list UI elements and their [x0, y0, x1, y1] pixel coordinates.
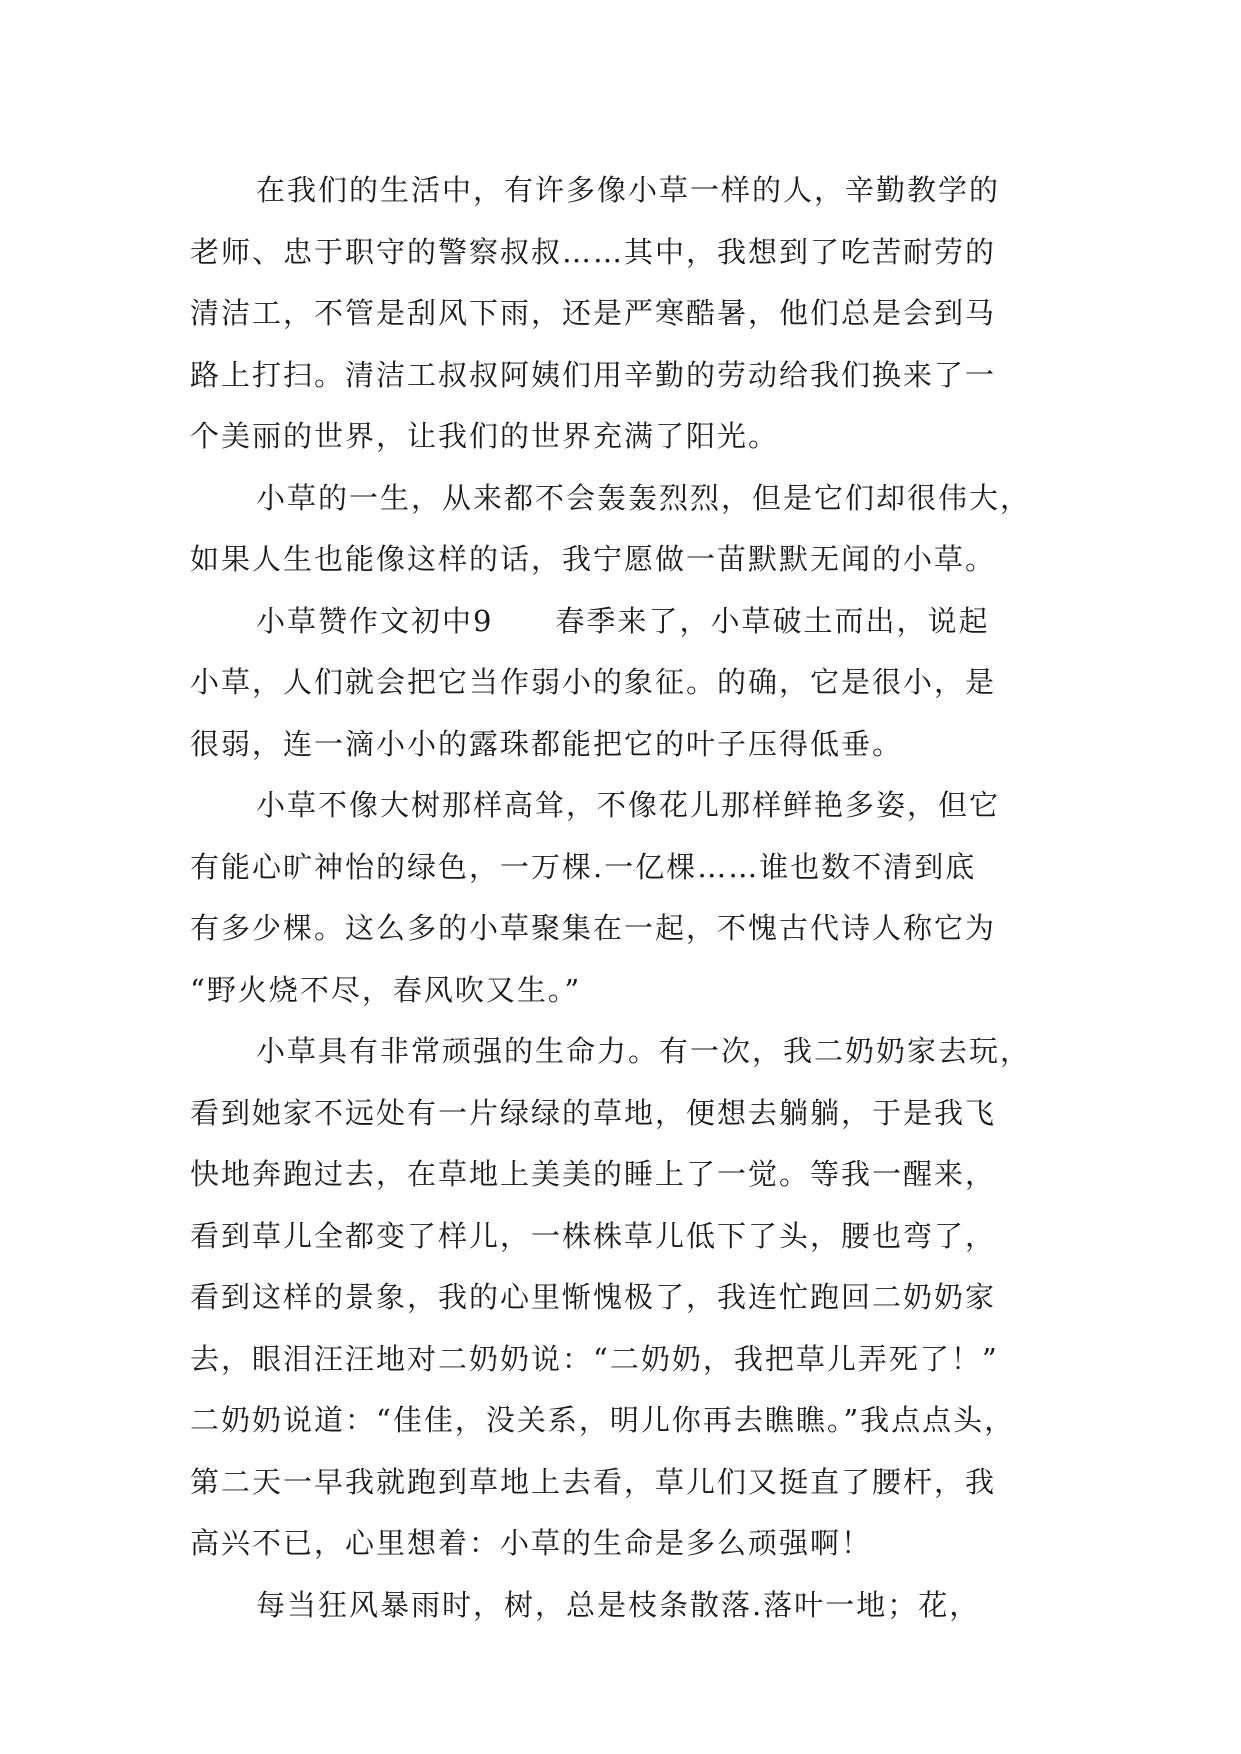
text-line: 看到这样的景象，我的心里惭愧极了，我连忙跑回二奶奶家: [190, 1280, 997, 1314]
text-line: 在我们的生活中，有许多像小草一样的人，辛勤教学的: [256, 173, 1001, 207]
text-line: 看到草儿全都变了样儿，一株株草儿低下了头，腰也弯了，: [190, 1218, 997, 1253]
text-line: 二奶奶说道：“佳佳，没关系，明儿你再去瞧瞧。”我点点头，: [190, 1403, 1016, 1437]
text-line: 第二天一早我就跑到草地上去看，草儿们又挺直了腰杆，我: [190, 1464, 997, 1499]
text-line: 看到她家不远处有一片绿绿的草地，便想去躺躺，于是我飞: [190, 1095, 997, 1130]
text-line: 小草的一生，从来都不会轰轰烈烈，但是它们却很伟大，: [256, 480, 1032, 515]
text-line: 清洁工，不管是刮风下雨，还是严寒酷暑，他们总是会到马: [190, 296, 997, 330]
text-line: 小草赞作文初中9 春季来了，小草破土而出，说起: [256, 603, 990, 638]
text-line: 小草不像大树那样高耸，不像花儿那样鲜艳多姿，但它: [256, 788, 1001, 822]
text-line: 每当狂风暴雨时，树，总是枝条散落.落叶一地；花，: [256, 1587, 981, 1622]
text-line: 小草具有非常顽强的生命力。有一次，我二奶奶家去玩，: [256, 1034, 1032, 1068]
text-line: 很弱，连一滴小小的露珠都能把它的叶子压得低垂。: [190, 726, 904, 761]
text-line: 小草，人们就会把它当作弱小的象征。的确，它是很小，是: [190, 665, 997, 699]
text-line: 有多少棵。这么多的小草聚集在一起，不愧古代诗人称它为: [190, 911, 997, 945]
text-line: 高兴不已，心里想着：小草的生命是多么顽强啊！: [190, 1526, 873, 1560]
text-line: 路上打扫。清洁工叔叔阿姨们用辛勤的劳动给我们换来了一: [190, 357, 997, 392]
text-line: 去，眼泪汪汪地对二奶奶说：“二奶奶，我把草儿弄死了！”: [190, 1341, 999, 1376]
body-text: [190, 160, 1070, 1636]
text-line: 老师、忠于职守的警察叔叔……其中，我想到了吃苦耐劳的: [190, 234, 997, 269]
text-line: 快地奔跑过去，在草地上美美的睡上了一觉。等我一醒来，: [190, 1157, 997, 1191]
text-line: 个美丽的世界，让我们的世界充满了阳光。: [190, 419, 780, 453]
text-line: “野火烧不尽，春风吹又生。”: [190, 972, 582, 1007]
text-line: 如果人生也能像这样的话，我宁愿做一苗默默无闻的小草。: [190, 542, 997, 576]
text-line: 有能心旷神怡的绿色，一万棵.一亿棵……谁也数不清到底: [190, 849, 977, 884]
